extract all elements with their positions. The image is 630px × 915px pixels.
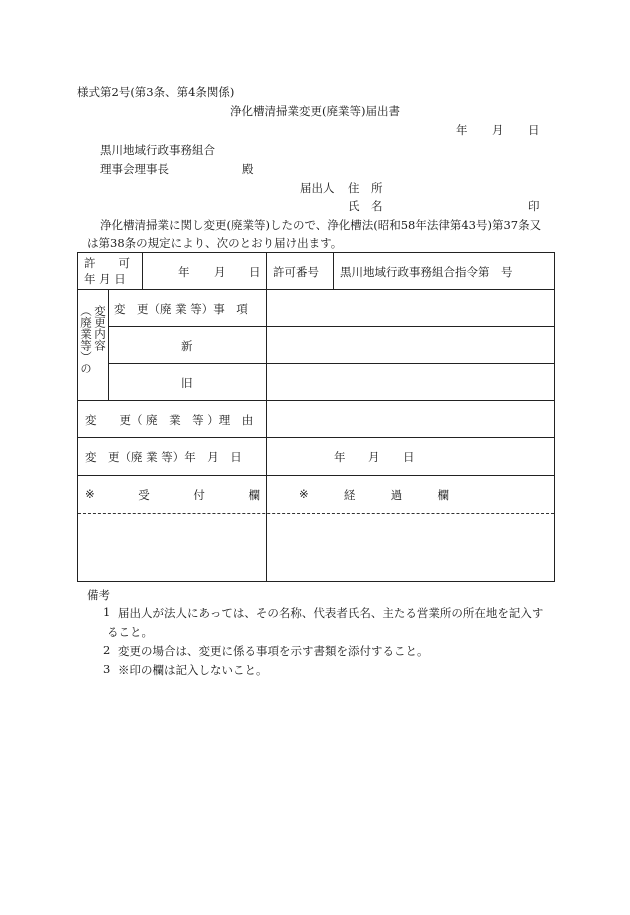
- document-title: 浄化槽清掃業変更(廃業等)届出書: [230, 104, 400, 118]
- change-date-label: 変 更（廃 業 等）年 月 日: [85, 450, 242, 464]
- reason-label: 変 更（ 廃 業 等 ）理 由: [85, 413, 254, 427]
- permit-number-label: 許可番号: [273, 265, 319, 279]
- addressee-honorific: 殿: [242, 162, 254, 176]
- new-label: 新: [181, 339, 193, 353]
- progress-char-2: 過: [390, 488, 403, 502]
- reception-header: [85, 487, 260, 503]
- row-divider: [108, 363, 554, 364]
- addressee-organization: 黒川地域行政事務組合: [100, 143, 215, 157]
- progress-char-3: 欄: [437, 488, 449, 502]
- progress-char-1: 経: [343, 488, 356, 502]
- permit-date-day: 日: [249, 265, 261, 279]
- dashed-divider: [78, 513, 554, 514]
- reception-char-2: 付: [193, 488, 205, 502]
- reception-char-1: 受: [138, 488, 150, 502]
- note-3-number: 3: [103, 662, 111, 676]
- progress-mark: ※: [299, 487, 309, 501]
- applicant-name-label: 氏 名: [348, 199, 383, 213]
- note-2-number: 2: [103, 643, 111, 657]
- old-label: 旧: [181, 376, 193, 390]
- note-1-number: 1: [103, 605, 111, 619]
- permit-date-label-1: 許 可: [84, 256, 130, 270]
- body-text-line-2: は第38条の規定により、次のとおり届け出ます。: [87, 236, 343, 250]
- progress-header: [299, 487, 449, 503]
- reception-char-3: 欄: [248, 488, 260, 502]
- col-divider: [108, 289, 109, 400]
- applicant-address-label: 住 所: [348, 181, 383, 195]
- permit-date-year: 年: [178, 265, 190, 279]
- note-1-text: 届出人が法人にあっては、その名称、代表者氏名、主たる営業所の所在地を記入す: [118, 606, 544, 620]
- body-text-line-1: 浄化槽清掃業に関し変更(廃業等)したので、浄化槽法(昭和58年法律第43号)第37条又: [100, 218, 542, 232]
- date-day-label: 日: [528, 123, 540, 137]
- date-year-label: 年: [456, 123, 468, 137]
- notes-heading: 備考: [87, 588, 110, 602]
- change-date-day: 日: [403, 450, 415, 464]
- form-number: 様式第2号(第3条、第4条関係): [77, 85, 235, 99]
- row-divider: [108, 326, 554, 327]
- note-3-text: ※印の欄は記入しないこと。: [118, 663, 268, 677]
- change-date-month: 月: [368, 450, 380, 464]
- seal-mark: 印: [528, 199, 540, 213]
- change-content-vertical-label-2: （廃業等）の: [79, 305, 93, 374]
- application-form-table: [77, 252, 555, 582]
- col-divider: [333, 253, 334, 289]
- permit-date-label-2: 年 月 日: [84, 272, 126, 286]
- note-2-text: 変更の場合は、変更に係る事項を示す書類を添付すること。: [118, 644, 429, 658]
- permit-number-value: 黒川地域行政事務組合指令第 号: [340, 265, 513, 279]
- note-1-continuation: ること。: [107, 625, 153, 639]
- row-divider: [78, 437, 554, 438]
- addressee-position: 理事会理事長: [100, 162, 169, 176]
- col-divider: [266, 253, 267, 581]
- reception-mark: ※: [85, 487, 95, 501]
- change-date-year: 年: [334, 450, 346, 464]
- row-divider: [78, 400, 554, 401]
- applicant-label: 届出人: [300, 181, 335, 195]
- change-content-vertical-label-1: 変更内容: [93, 305, 107, 351]
- row-divider: [78, 289, 554, 290]
- row-divider: [78, 475, 554, 476]
- change-item-label: 変 更（廃 業 等）事 項: [114, 302, 248, 316]
- permit-date-month: 月: [214, 265, 226, 279]
- col-divider: [142, 253, 143, 289]
- date-month-label: 月: [492, 123, 504, 137]
